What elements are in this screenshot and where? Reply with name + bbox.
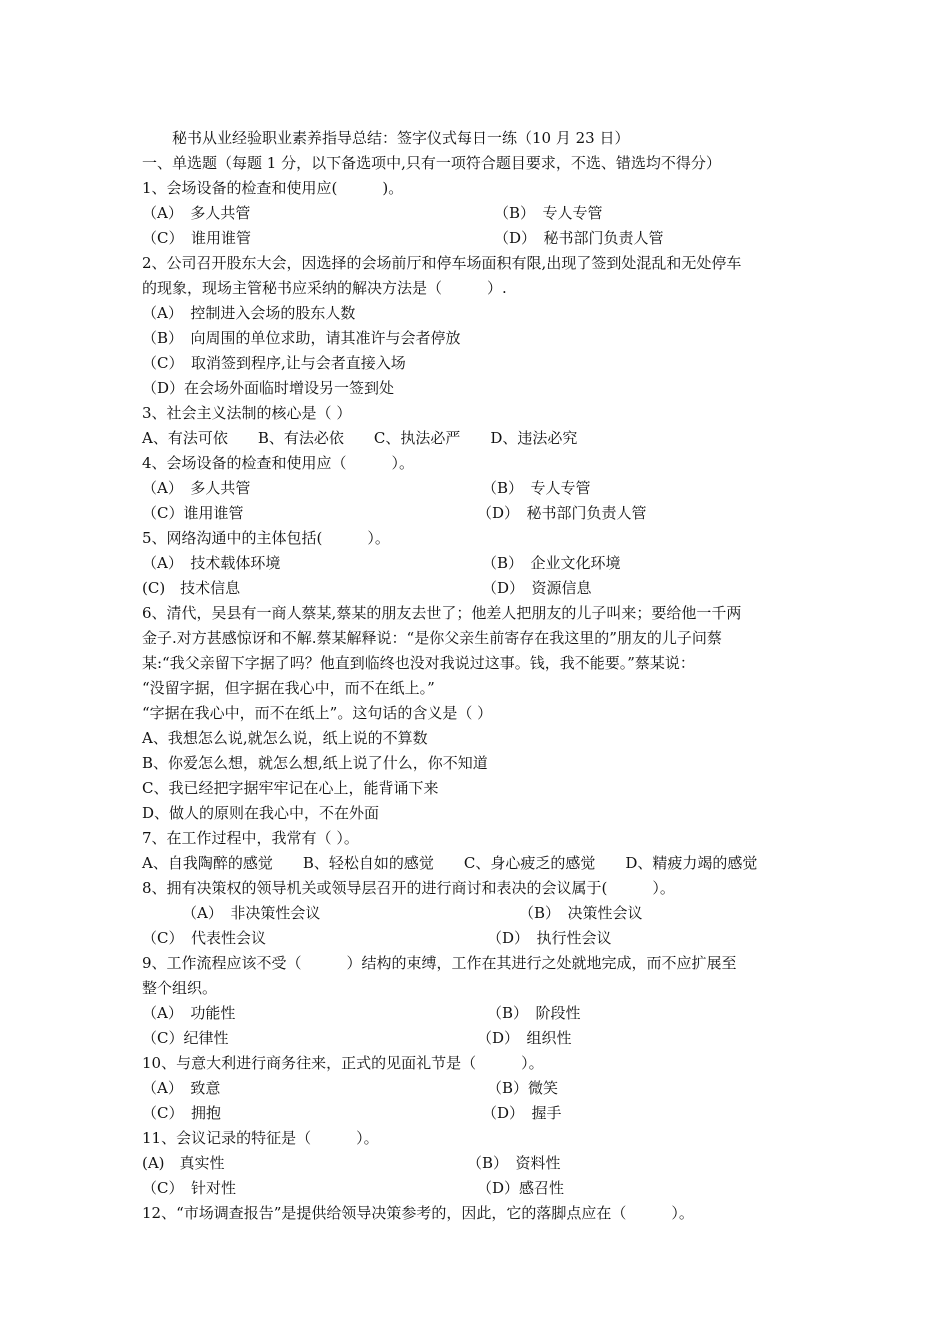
question-4-stem: 4、会场设备的检查和使用应（ ）。 <box>142 454 415 472</box>
document-title: 秘书从业经验职业素养指导总结：签字仪式每日一练（10 月 23 日） <box>172 129 630 147</box>
question-6-stem-line-5: “字据在我心中，而不在纸上”。这句话的含义是（ ） <box>142 704 493 722</box>
q2-option-c: （C） 取消签到程序,让与会者直接入场 <box>142 354 406 372</box>
q11-option-b: （B） 资料性 <box>467 1154 561 1172</box>
question-2-stem-line-2: 的现象，现场主管秘书应采纳的解决方法是（ ）. <box>142 279 507 297</box>
q9-option-a: （A） 功能性 <box>142 1004 236 1022</box>
q9-option-d: （D） 组织性 <box>477 1029 572 1047</box>
q5-option-c: (C) 技术信息 <box>142 579 241 597</box>
q7-options: A、自我陶醉的感觉 B、轻松自如的感觉 C、身心疲乏的感觉 D、精疲力竭的感觉 <box>142 854 758 872</box>
q8-option-c: （C） 代表性会议 <box>142 929 266 947</box>
q4-option-a: （A） 多人共管 <box>142 479 251 497</box>
question-6-stem-line-2: 金子.对方甚感惊讶和不解.蔡某解释说：“是你父亲生前寄存在我这里的”朋友的儿子问蔡 <box>142 629 722 647</box>
q11-option-d: （D）感召性 <box>477 1179 565 1197</box>
section-heading: 一、单选题（每题 1 分，以下备选项中,只有一项符合题目要求，不选、错选均不得分） <box>142 154 721 172</box>
question-11-stem: 11、会议记录的特征是（ ）。 <box>142 1129 379 1147</box>
question-5-stem: 5、网络沟通中的主体包括( ）。 <box>142 529 390 547</box>
q6-option-c: C、我已经把字据牢牢记在心上，能背诵下来 <box>142 779 439 797</box>
question-1-stem: 1、会场设备的检查和使用应( )。 <box>142 179 404 197</box>
q10-option-c: （C） 拥抱 <box>142 1104 221 1122</box>
q6-option-b: B、你爱怎么想，就怎么想,纸上说了什么，你不知道 <box>142 754 488 772</box>
q2-option-d: （D）在会场外面临时增设另一签到处 <box>142 379 395 397</box>
q5-option-b: （B） 企业文化环境 <box>482 554 621 572</box>
question-6-stem-line-3: 某:“我父亲留下字据了吗？他直到临终也没对我说过这事。钱，我不能要。”蔡某说： <box>142 654 695 672</box>
q3-options: A、有法可依 B、有法必依 C、执法必严 D、违法必究 <box>142 429 578 447</box>
question-8-stem: 8、拥有决策权的领导机关或领导层召开的进行商讨和表决的会议属于( ）。 <box>142 879 675 897</box>
q6-option-a: A、我想怎么说,就怎么说，纸上说的不算数 <box>142 729 428 747</box>
question-3-stem: 3、社会主义法制的核心是（ ） <box>142 404 352 422</box>
question-7-stem: 7、在工作过程中，我常有（ ）。 <box>142 829 359 847</box>
q1-option-b: （B） 专人专管 <box>494 204 603 222</box>
question-6-stem-line-4: “没留字据，但字据在我心中，而不在纸上。” <box>142 679 435 697</box>
q11-option-a: (A) 真实性 <box>142 1154 225 1172</box>
q2-option-a: （A） 控制进入会场的股东人数 <box>142 304 356 322</box>
question-2-stem-line-1: 2、公司召开股东大会，因选择的会场前厅和停车场面积有限,出现了签到处混乱和无处停车 <box>142 254 742 272</box>
question-10-stem: 10、与意大利进行商务往来，正式的见面礼节是（ ）。 <box>142 1054 544 1072</box>
q1-option-a: （A） 多人共管 <box>142 204 251 222</box>
q4-option-d: （D） 秘书部门负责人管 <box>477 504 647 522</box>
q2-option-b: （B） 向周围的单位求助，请其准许与会者停放 <box>142 329 461 347</box>
q8-option-d: （D） 执行性会议 <box>487 929 612 947</box>
q4-option-b: （B） 专人专管 <box>482 479 591 497</box>
question-9-stem-line-1: 9、工作流程应该不受（ ）结构的束缚，工作在其进行之处就地完成，而不应扩展至 <box>142 954 737 972</box>
q10-option-b: （B）微笑 <box>487 1079 559 1097</box>
question-12-stem: 12、“市场调查报告”是提供给领导决策参考的，因此，它的落脚点应在（ ）。 <box>142 1204 694 1222</box>
q1-option-d: （D） 秘书部门负责人管 <box>494 229 664 247</box>
q8-option-b: （B） 决策性会议 <box>519 904 643 922</box>
question-9-stem-line-2: 整个组织。 <box>142 979 218 997</box>
q10-option-a: （A） 致意 <box>142 1079 221 1097</box>
q8-option-a: （A） 非决策性会议 <box>182 904 321 922</box>
q5-option-d: （D） 资源信息 <box>482 579 592 597</box>
q1-option-c: （C） 谁用谁管 <box>142 229 251 247</box>
q6-option-d: D、做人的原则在我心中，不在外面 <box>142 804 380 822</box>
q9-option-c: （C）纪律性 <box>142 1029 229 1047</box>
q9-option-b: （B） 阶段性 <box>487 1004 581 1022</box>
question-6-stem-line-1: 6、清代，吴县有一商人蔡某,蔡某的朋友去世了；他差人把朋友的儿子叫来；要给他一千两 <box>142 604 742 622</box>
q5-option-a: （A） 技术载体环境 <box>142 554 281 572</box>
q11-option-c: （C） 针对性 <box>142 1179 236 1197</box>
q4-option-c: （C）谁用谁管 <box>142 504 244 522</box>
document-body <box>142 126 822 1226</box>
q10-option-d: （D） 握手 <box>482 1104 562 1122</box>
